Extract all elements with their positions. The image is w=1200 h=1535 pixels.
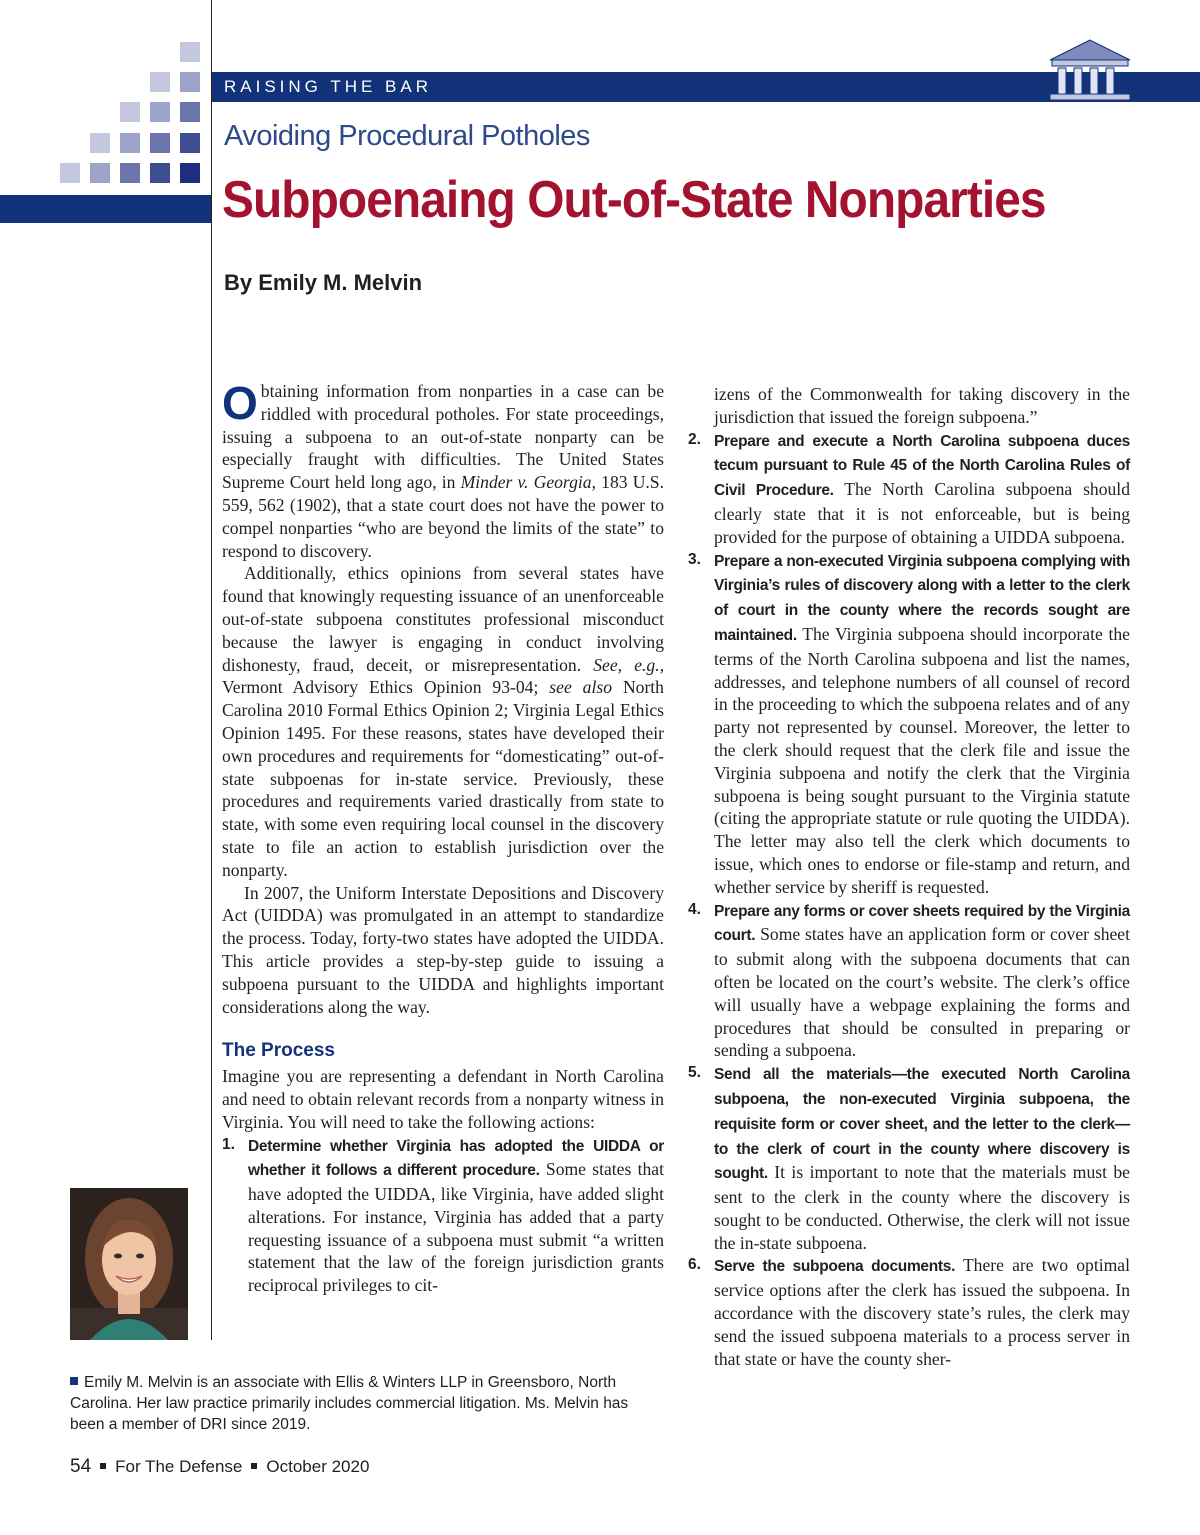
item-text: Some states have an application form or cover sheet to submit along with the subpoena documents that can often be located on the court’s website. The clerk’s office will usually have a webpage explaining the forms and procedures that should be consulted in preparing or sending a subpoena. (714, 924, 1130, 1061)
list-item (688, 429, 1130, 549)
section-label: RAISING THE BAR (224, 77, 432, 96)
item-text: There are two optimal service options after the clerk has issued the subpoena. In accordance with the discovery state’s rules, the clerk may send the issued subpoena materials to a process server in that state or have the county sher- (714, 1255, 1130, 1369)
separator-dot (100, 1463, 106, 1469)
item-number: 1. (222, 1135, 235, 1153)
item-number: 6. (688, 1256, 701, 1274)
bullet-square-icon (70, 1377, 78, 1385)
byline: By Emily M. Melvin (224, 270, 423, 295)
issue-date: October 2020 (266, 1457, 370, 1476)
continued-text: izens of the Commonwealth for taking discovery in the jurisdiction that issued the foreign subpoena.” (714, 384, 1130, 427)
item-text: It is important to note that the materials must be sent to the clerk in the county where the discovery is sought to be conducted. Otherwise, the clerk will not issue the in-state subpoena. (714, 1162, 1130, 1253)
left-column (222, 377, 664, 1297)
right-column (688, 383, 1130, 1370)
separator-dot (251, 1463, 257, 1469)
item-number: 2. (688, 430, 701, 448)
kicker: Avoiding Procedural Potholes (224, 120, 590, 152)
left-accent-bar (0, 195, 211, 223)
see-eg: See, e.g., (593, 654, 664, 675)
list-item (688, 899, 1130, 1063)
publication-name: For The Defense (115, 1457, 243, 1476)
page-number: 54 (70, 1456, 92, 1477)
page-footer (70, 1456, 369, 1478)
paragraph-uidda: In 2007, the Uniform Interstate Depositions and Discovery Act (UIDDA) was promulgated in an attempt to standardize the process. Today, forty-two states have adopted the UIDDA. This article provides a step-by-step guide to issuing a subpoena pursuant to the UIDDA and highlights important considerations along the way. (222, 882, 664, 1017)
item-number: 5. (688, 1064, 701, 1082)
author-photo (70, 1188, 188, 1340)
item-lead: Prepare any forms or cover sheets required by the Virginia court. (714, 902, 1130, 945)
page-title: Subpoenaing Out-of-State Nonparties (222, 171, 1046, 229)
subhead-process: The Process (222, 1040, 335, 1062)
case-citation: Minder v. Georgia (460, 472, 592, 493)
author-bio (70, 1372, 640, 1435)
bio-text: Emily M. Melvin is an associate with Ellis & Winters LLP in Greensboro, North Carolina. Her law practice primarily includes commercial litigation. Ms. Melvin has been a member of DRI since 2019. (70, 1374, 629, 1433)
dropcap: O (222, 377, 258, 429)
list-item (222, 1134, 664, 1298)
item-lead: Determine whether Virginia has adopted the UIDDA or whether it follows a different procedure. (248, 1137, 664, 1180)
intro-text-end: , 183 U.S. 559, 562 (1902), that a state court does not have the power to compel nonparties “who are beyond the limits of the state” to respond to discovery. (222, 472, 664, 561)
paragraph-intro (222, 377, 664, 562)
vertical-rule (211, 0, 212, 1340)
item-number: 3. (688, 550, 701, 568)
item-lead: Prepare and execute a North Carolina subpoena duces tecum pursuant to Rule 45 of the North Carolina Rules of Civil Procedure. (714, 432, 1130, 500)
ethics-text: Additionally, ethics opinions from several states have found that knowingly requesting issuance of an unenforceable out-of-state subpoena constitutes professional misconduct because the lawyer is engaging in conduct involving dishonesty, fraud, deceit, or misrepresentation. (222, 563, 664, 675)
item-number: 4. (688, 900, 701, 918)
paragraph-ethics (222, 562, 664, 881)
list-item (688, 1254, 1130, 1370)
item-text: The North Carolina subpoena should clearly state that it is not enforceable, but is being provided for the purpose of obtaining a UIDDA subpoena. (714, 479, 1130, 547)
item-text: Some states that have adopted the UIDDA, like Virginia, have added slight alterations. For instance, Virginia has added that a party requesting issuance of a subpoena must submit “a written statement that the law of the foreign jurisdiction grants reciprocal privileges to cit- (248, 1159, 664, 1296)
paragraph-process: Imagine you are representing a defendant in North Carolina and need to obtain relevant records from a nonparty witness in Virginia. You will need to take the following actions: (222, 1066, 664, 1132)
item-text: The Virginia subpoena should incorporate the terms of the North Carolina subpoena and list the names, addresses, and telephone numbers of all counsel of record in the proceeding to which the subpoena relates and of any party not represented by counsel. Moreover, the letter to the clerk should request that the clerk file and issue the Virginia subpoena and notify the clerk that the Virginia subpoena is being sought pursuant to the Virginia statute (citing the appropriate statute or rule quoting the UIDDA). The letter may also tell the clerk which documents to issue, which ones to endorse or file-stamp and return, and whether service by sheriff is requested. (714, 623, 1130, 897)
see-also: see also (549, 677, 613, 698)
list-item (688, 1062, 1130, 1254)
item-lead: Serve the subpoena documents. (714, 1258, 956, 1276)
item-lead: Send all the materials—the executed North Carolina subpoena, the non-executed Virginia subpoena, the requisite form or cover sheet, and the letter to the clerk—to the clerk of court in the county where discovery is sought. (714, 1066, 1130, 1183)
item-lead: Prepare a non-executed Virginia subpoena complying with Virginia’s rules of discovery along with a letter to the clerk of court in the county where the records sought are maintained. (714, 552, 1130, 644)
ethics-cite: Vermont Advisory Ethics Opinion 93-04; (222, 677, 539, 698)
courthouse-icon (1046, 38, 1134, 104)
list-item (688, 549, 1130, 899)
intro-text: btaining information from nonparties in a case can be riddled with procedural potholes. For state proceedings, issuing a subpoena to an out-of-state nonparty can be especially fraught with difficulties. The United States Supreme Court held long ago, in (222, 381, 664, 493)
ethics-text-end: North Carolina 2010 Formal Ethics Opinion 2; Virginia Legal Ethics Opinion 1495. For these reasons, states have developed their own procedures and requirements for “domesticating” out-of-state subpoenas for in-state service. Previously, these procedures and requirements varied drastically from state to state, with some even requiring local counsel in the discovery state to file an action to establish jurisdiction over the nonparty. (222, 677, 664, 880)
